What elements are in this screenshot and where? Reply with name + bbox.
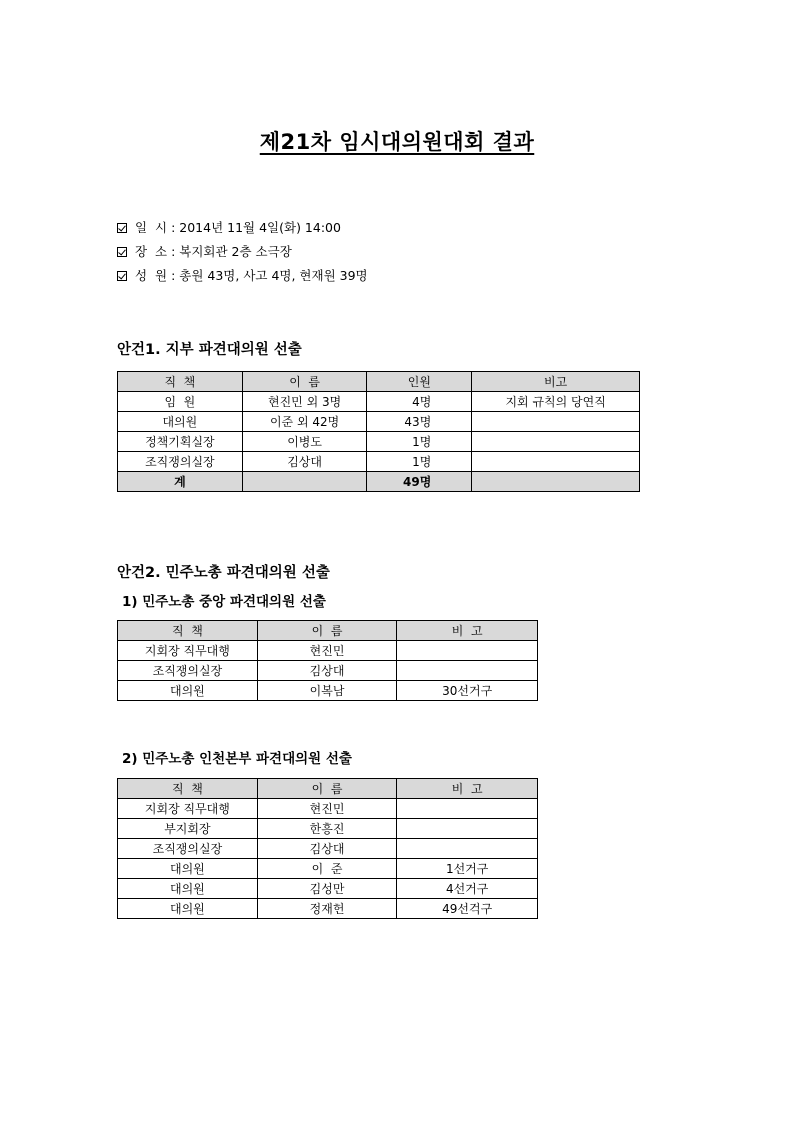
table-header-row <box>118 372 640 392</box>
table-cell: 김상대 <box>242 452 367 472</box>
column-header: 이 름 <box>257 779 397 799</box>
table-cell: 지회장 직무대행 <box>118 641 258 661</box>
table-cell <box>397 819 538 839</box>
column-header: 직 책 <box>118 372 243 392</box>
table-cell: 대의원 <box>118 879 258 899</box>
table-cell: 김성만 <box>257 879 397 899</box>
table-cell: 1선거구 <box>397 859 538 879</box>
agenda1-heading: 안건1. 지부 파견대의원 선출 <box>117 342 302 358</box>
table-cell <box>472 472 640 492</box>
table-cell <box>472 412 640 432</box>
agenda2-sub1-table <box>117 620 538 701</box>
table-cell: 30선거구 <box>397 681 538 701</box>
table-cell: 김상대 <box>257 839 397 859</box>
document-title-text: 제21차 임시대의원대회 결과 <box>259 130 535 154</box>
table-cell: 김상대 <box>257 661 397 681</box>
column-header: 비 고 <box>397 779 538 799</box>
info-row-datetime <box>117 216 368 240</box>
table-cell: 현진민 외 3명 <box>242 392 367 412</box>
table-cell: 49명 <box>367 472 472 492</box>
info-label: 일 시 <box>135 220 168 235</box>
table-header-row <box>118 621 538 641</box>
agenda2-sub2-heading: 2) 민주노총 인천본부 파견대의원 선출 <box>122 751 352 767</box>
table-header-row <box>118 779 538 799</box>
table-cell: 이병도 <box>242 432 367 452</box>
table-cell: 이복남 <box>257 681 397 701</box>
table-cell: 임 원 <box>118 392 243 412</box>
table-cell: 조직쟁의실장 <box>118 452 243 472</box>
table-cell: 정재헌 <box>257 899 397 919</box>
table-row <box>118 681 538 701</box>
checkbox-icon <box>117 247 127 257</box>
table-row <box>118 641 538 661</box>
table-cell <box>242 472 367 492</box>
table-cell: 43명 <box>367 412 472 432</box>
table-cell: 대의원 <box>118 899 258 919</box>
column-header: 비 고 <box>397 621 538 641</box>
table-cell: 대의원 <box>118 859 258 879</box>
table-row <box>118 879 538 899</box>
table-row <box>118 392 640 412</box>
table-cell: 이 준 <box>257 859 397 879</box>
column-header: 비고 <box>472 372 640 392</box>
info-row-quorum <box>117 264 368 288</box>
meeting-info <box>117 216 368 288</box>
table-cell: 4선거구 <box>397 879 538 899</box>
info-value: 복지회관 2층 소극장 <box>179 244 292 259</box>
table-row <box>118 661 538 681</box>
table-cell: 조직쟁의실장 <box>118 661 258 681</box>
table-total-row <box>118 472 640 492</box>
info-value: 총원 43명, 사고 4명, 현재원 39명 <box>179 268 368 283</box>
info-separator: : <box>167 220 180 235</box>
table-cell: 정책기획실장 <box>118 432 243 452</box>
table-cell <box>397 799 538 819</box>
table-cell: 현진민 <box>257 641 397 661</box>
agenda1-table <box>117 371 640 492</box>
table-cell: 4명 <box>367 392 472 412</box>
column-header: 직 책 <box>118 621 258 641</box>
info-label: 성 원 <box>135 268 168 283</box>
column-header: 인원 <box>367 372 472 392</box>
table-row <box>118 432 640 452</box>
table-cell: 1명 <box>367 432 472 452</box>
document-title <box>0 126 794 156</box>
column-header: 이 름 <box>242 372 367 392</box>
table-cell: 1명 <box>367 452 472 472</box>
table-row <box>118 819 538 839</box>
table-row <box>118 799 538 819</box>
table-cell: 대의원 <box>118 681 258 701</box>
table-cell: 계 <box>118 472 243 492</box>
agenda2-heading: 안건2. 민주노총 파견대의원 선출 <box>117 565 330 581</box>
table-cell: 조직쟁의실장 <box>118 839 258 859</box>
checkbox-icon <box>117 223 127 233</box>
info-row-place <box>117 240 368 264</box>
table-cell: 현진민 <box>257 799 397 819</box>
table-row <box>118 899 538 919</box>
table-row <box>118 412 640 432</box>
table-cell <box>397 839 538 859</box>
agenda2-sub2-table <box>117 778 538 919</box>
table-cell: 이준 외 42명 <box>242 412 367 432</box>
column-header: 이 름 <box>257 621 397 641</box>
table-cell <box>397 661 538 681</box>
table-row <box>118 839 538 859</box>
info-value: 2014년 11월 4일(화) 14:00 <box>179 220 341 235</box>
table-cell: 대의원 <box>118 412 243 432</box>
column-header: 직 책 <box>118 779 258 799</box>
table-cell <box>472 432 640 452</box>
info-label: 장 소 <box>135 244 168 259</box>
table-cell: 부지회장 <box>118 819 258 839</box>
table-row <box>118 452 640 472</box>
table-cell: 지회 규칙의 당연직 <box>472 392 640 412</box>
table-cell: 49선걱구 <box>397 899 538 919</box>
table-cell <box>472 452 640 472</box>
info-separator: : <box>167 244 180 259</box>
table-cell: 한흥진 <box>257 819 397 839</box>
table-row <box>118 859 538 879</box>
checkbox-icon <box>117 271 127 281</box>
table-cell: 지회장 직무대행 <box>118 799 258 819</box>
agenda2-sub1-heading: 1) 민주노총 중앙 파견대의원 선출 <box>122 594 326 610</box>
table-cell <box>397 641 538 661</box>
info-separator: : <box>167 268 180 283</box>
